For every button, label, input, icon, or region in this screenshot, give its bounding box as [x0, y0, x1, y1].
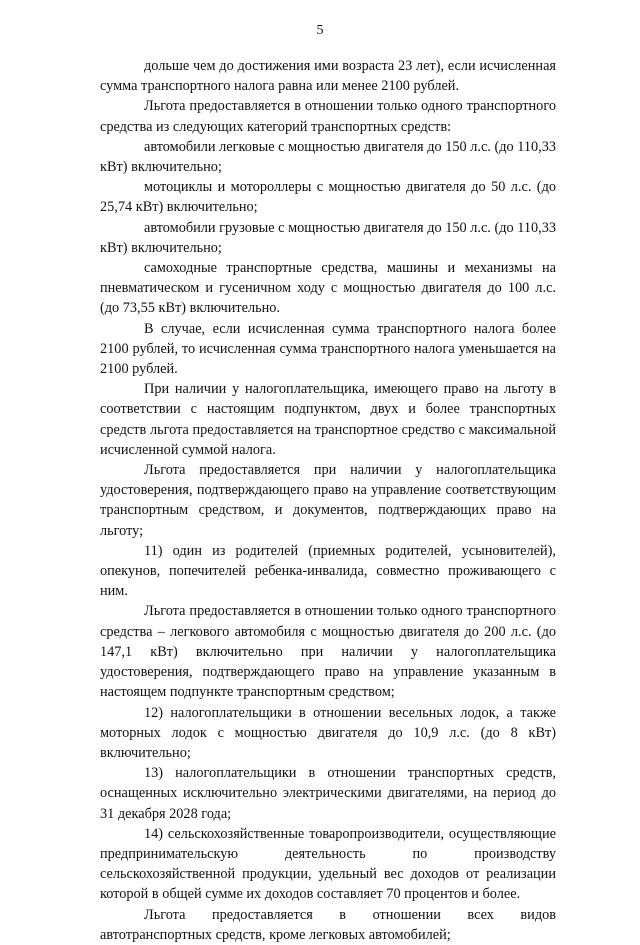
paragraph-continuation: дольше чем до достижения ими возраста 23 лет), если исчисленная сумма транспортного налога равна или менее 2100 рублей. [100, 58, 556, 95]
paragraph-item-13: 13) налогоплательщики в отношении транспортных средств, оснащенных исключительно электрическими двигателями, на период до 31 декабря 2028 года; [100, 765, 556, 822]
page-number: 5 [316, 23, 324, 38]
paragraph-trucks: автомобили грузовые с мощностью двигателя до 150 л.с. (до 110,33 кВт) включительно; [100, 219, 556, 256]
document-body [100, 56, 556, 945]
paragraph-license-requirement: Льгота предоставляется при наличии у налогоплательщика удостоверения, подтверждающего право на управление соответствующим транспортным средством, и документов, подтверждающих право на льготу; [100, 462, 556, 539]
paragraph-self-propelled: самоходные транспортные средства, машины и механизмы на пневматическом и гусеничном ходу с мощностью двигателя до 100 л.с. (до 73,55 кВт) включительно. [100, 260, 556, 317]
paragraph-passenger-cars: автомобили легковые с мощностью двигателя до 150 л.с. (до 110,33 кВт) включительно; [100, 138, 556, 176]
paragraph-item-14: 14) сельскохозяйственные товаропроизводители, осуществляющие предпринимательскую деятельность по производству сельскохозяйственной продукции, удельный вес доходов от реализации которой в общей сумме их доходов составляет 70 процентов и более. [100, 825, 556, 903]
paragraph-motorcycles: мотоциклы и мотороллеры с мощностью двигателя до 50 л.с. (до 25,74 кВт) включительно; [100, 179, 556, 216]
paragraph-item-14-conditions: Льгота предоставляется в отношении всех видов автотранспортных средств, кроме легковых автомобилей; [100, 906, 556, 943]
paragraph-single-vehicle-categories: Льгота предоставляется в отношении только одного транспортного средства из следующих категорий транспортных средств: [100, 98, 556, 135]
paragraph-item-12: 12) налогоплательщики в отношении весельных лодок, а также моторных лодок с мощностью двигателя до 10,9 л.с. (до 8 кВт) включительно; [100, 704, 556, 761]
paragraph-multiple-vehicles: При наличии у налогоплательщика, имеющего право на льготу в соответствии с настоящим подпунктом, двух и более транспортных средств льгота предоставляется на транспортное средство с максимальной исчисленной суммой налога. [100, 381, 556, 458]
paragraph-tax-reduction: В случае, если исчисленная сумма транспортного налога более 2100 рублей, то исчисленная сумма транспортного налога уменьшается на 2100 рублей. [100, 320, 556, 378]
paragraph-item-11: 11) один из родителей (приемных родителей, усыновителей), опекунов, попечителей ребенка-инвалида, совместно проживающего с ним. [100, 542, 556, 600]
paragraph-item-11-conditions: Льгота предоставляется в отношении только одного транспортного средства – легкового автомобиля с мощностью двигателя до 200 л.с. (до 147,1 кВт) включительно при наличии у налогоплательщика удостоверения, подтверждающего право на управление указанным в настоящем подпункте транспортным средством; [100, 603, 556, 701]
